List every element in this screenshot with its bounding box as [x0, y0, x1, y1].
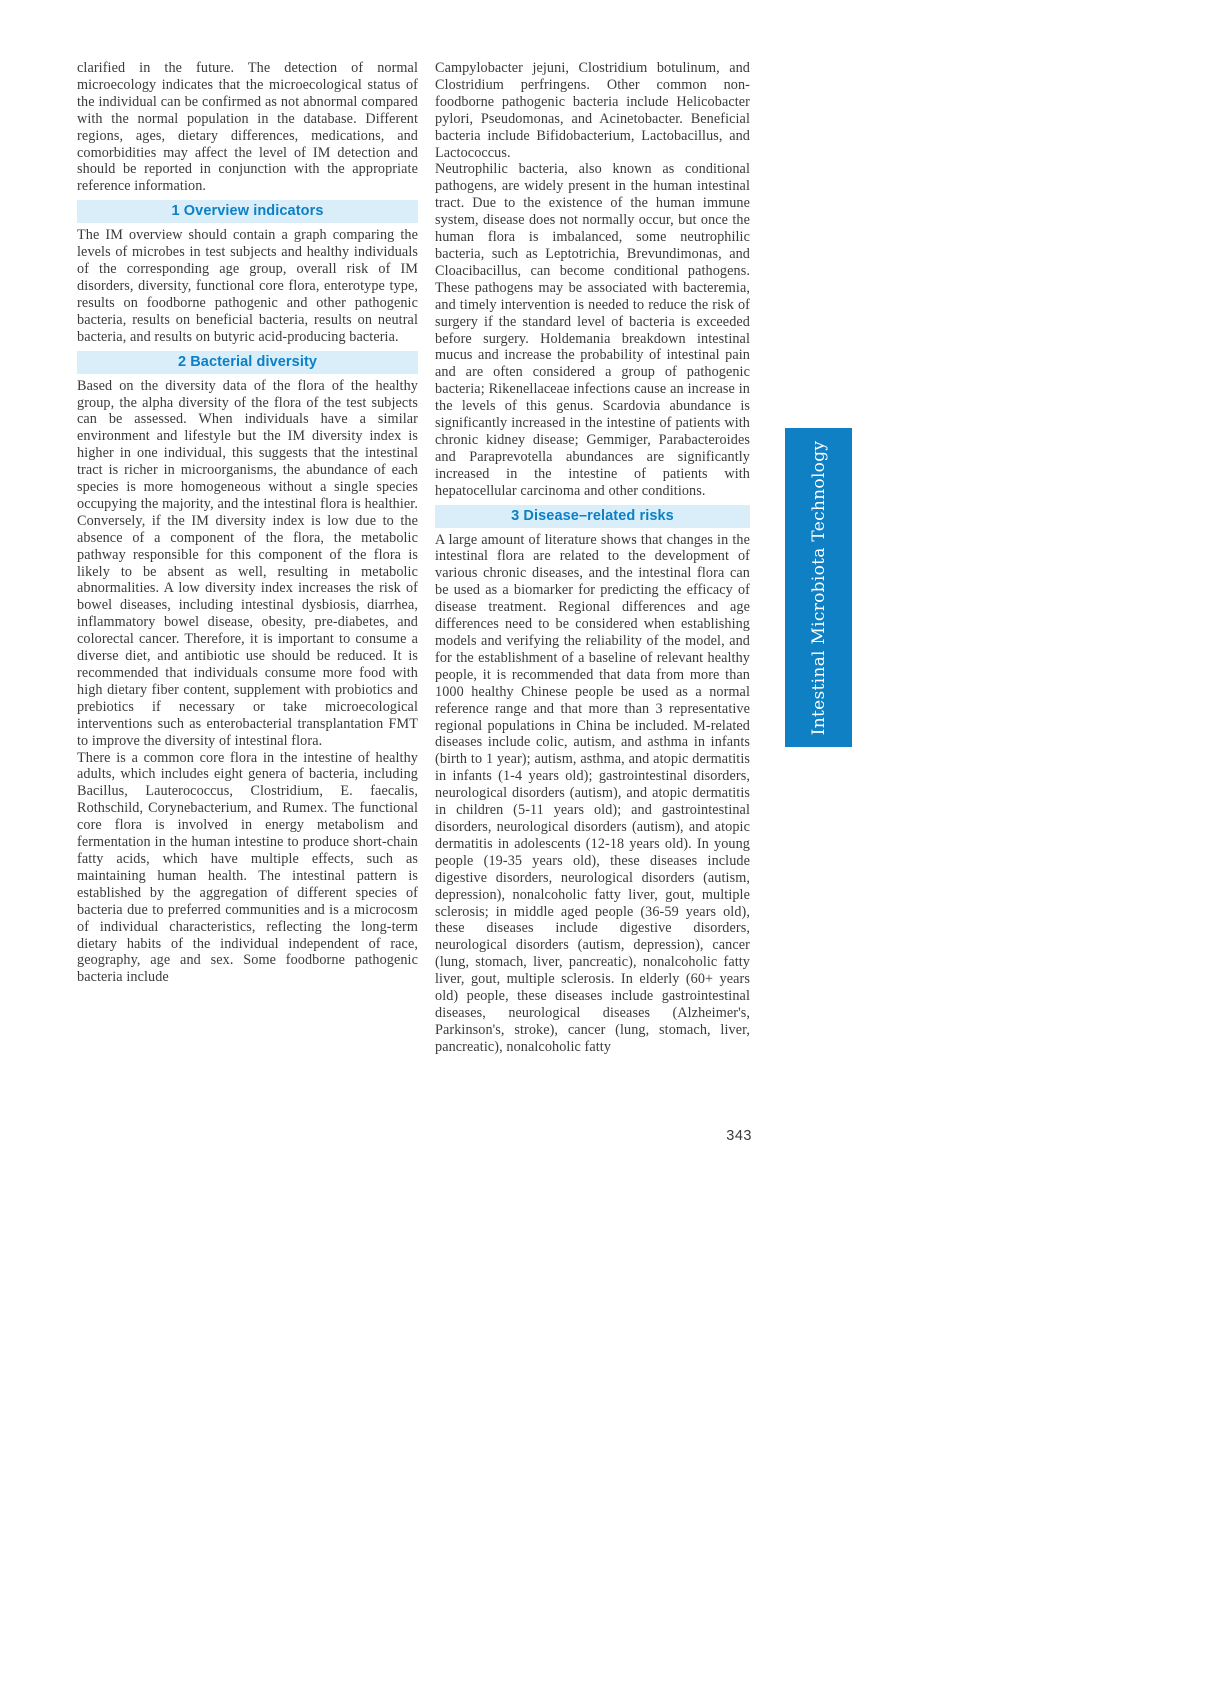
paragraph-intro: clarified in the future. The detection of normal microecology indicates that the microecological status of the individual can be confirmed as not abnormal compared with the normal population in the database. Different regions, ages, dietary differences, medications, and comorbidities may affect the level of IM detection and should be reported in conjunction with the appropriate reference information.: [77, 60, 418, 195]
paragraph-diversity: Based on the diversity data of the flora of the healthy group, the alpha diversity of the flora of the test subjects can be assessed. When individuals have a similar environment and lifestyle but the IM diversity index is higher in one individual, this suggests that the intestinal tract is richer in microorganisms, the abundance of each species is more homogeneous without a single species occupying the majority, and the intestinal flora is healthier. Conversely, if the IM diversity index is low due to the absence of a component of the flora, the metabolic pathway responsible for this component of the flora is likely to be absent as well, resulting in metabolic abnormalities. A low diversity index increases the risk of bowel diseases, including intestinal dysbiosis, diarrhea, inflammatory bowel disease, obesity, pre-diabetes, and colorectal cancer. Therefore, it is important to consume a diverse diet, and antibiotic use should be reduced. It is recommended that individuals consume more food with high dietary fiber content, supplement with probiotics and prebiotics if necessary or take microecological interventions such as enterobacterial transplantation FMT to improve the diversity of intestinal flora.: [77, 377, 418, 749]
section-heading-disease-related-risks: 3 Disease–related risks: [435, 505, 750, 528]
paragraph-core-flora: There is a common core flora in the intestine of healthy adults, which includes eight genera of bacteria, including Bacillus, Lauterococcus, Clostridium, E. faecalis, Rothschild, Corynebacterium, and Rumex. The functional core flora is involved in energy metabolism and fermentation in the human intestine to produce short-chain fatty acids, which have multiple effects, such as maintaining human health. The intestinal pattern is established by the aggregation of different species of bacteria due to preferred communities and is a microcosm of individual characteristics, reflecting the long-term dietary habits of the individual independent of race, geography, age and sex. Some foodborne pathogenic bacteria include: [77, 749, 418, 986]
paragraph-disease-risks: A large amount of literature shows that changes in the intestinal flora are related to the development of various chronic diseases, and the intestinal flora can be used as a biomarker for predicting the efficacy of disease treatment. Regional differences and age differences need to be considered when establishing models and verifying the reliability of the model, and for the establishment of a baseline of relevant healthy people, it is recommended that data from more than 1000 healthy Chinese people be used as a normal reference range and that more than 3 representative regional populations in China be included. M-related diseases include colic, autism, and asthma in infants (birth to 1 year); autism, asthma, and atopic dermatitis in infants (1-4 years old); gastrointestinal disorders, neurological disorders (autism), and atopic dermatitis in children (5-11 years old); and gastrointestinal disorders, neurological disorders (autism), and atopic dermatitis in adolescents (12-18 years old). In young people (19-35 years old), these diseases include digestive disorders, neurological disorders (autism, depression), nonalcoholic fatty liver, gout, multiple sclerosis; in middle aged people (36-59 years old), these diseases include digestive disorders, neurological disorders (autism, depression), cancer (lung, stomach, liver, pancreatic), nonalcoholic fatty liver, gout, multiple sclerosis. In elderly (60+ years old) people, these diseases include gastrointestinal diseases, neurological diseases (Alzheimer's, Parkinson's, stroke), cancer (lung, stomach, liver, pancreatic), nonalcoholic fatty: [435, 531, 750, 1055]
paragraph-overview: The IM overview should contain a graph comparing the levels of microbes in test subjects and healthy individuals of the corresponding age group, overall risk of IM disorders, diversity, functional core flora, enterotype type, results on foodborne pathogenic and other pathogenic bacteria, results on beneficial bacteria, results on neutral bacteria, and results on butyric acid-producing bacteria.: [77, 227, 418, 345]
section-heading-bacterial-diversity: 2 Bacterial diversity: [77, 351, 418, 374]
section-heading-overview-indicators: 1 Overview indicators: [77, 200, 418, 223]
chapter-edge-tab-label: Intestinal Microbiota Technology: [808, 440, 829, 735]
chapter-edge-tab: [785, 428, 852, 747]
right-text-column: [435, 60, 750, 1056]
left-text-column: [77, 60, 418, 986]
paragraph-pathogenic-bacteria: Campylobacter jejuni, Clostridium botulinum, and Clostridium perfringens. Other common non-foodborne pathogenic bacteria include Helicobacter pylori, Pseudomonas, and Acinetobacter. Beneficial bacteria include Bifidobacterium, Lactobacillus, and Lactococcus.: [435, 60, 750, 161]
page-number: 343: [726, 1128, 752, 1144]
paragraph-neutrophilic-bacteria: Neutrophilic bacteria, also known as conditional pathogens, are widely present in the human intestinal tract. Due to the existence of the human immune system, disease does not normally occur, but once the human flora is imbalanced, some neutrophilic bacteria, such as Leptotrichia, Brevundimonas, and Cloacibacillus, can become conditional pathogens. These pathogens may be associated with bacteremia, and timely intervention is needed to reduce the risk of surgery if the standard level of bacteria is exceeded before surgery. Holdemania breakdown intestinal mucus and increase the probability of intestinal pain and are often considered a group of pathogenic bacteria; Rikenellaceae infections cause an increase in the levels of this genus. Scardovia abundance is significantly increased in the intestine of patients with chronic kidney disease; Gemmiger, Parabacteroides and Paraprevotella abundances are significantly increased in the intestine of patients with hepatocellular carcinoma and other conditions.: [435, 161, 750, 499]
